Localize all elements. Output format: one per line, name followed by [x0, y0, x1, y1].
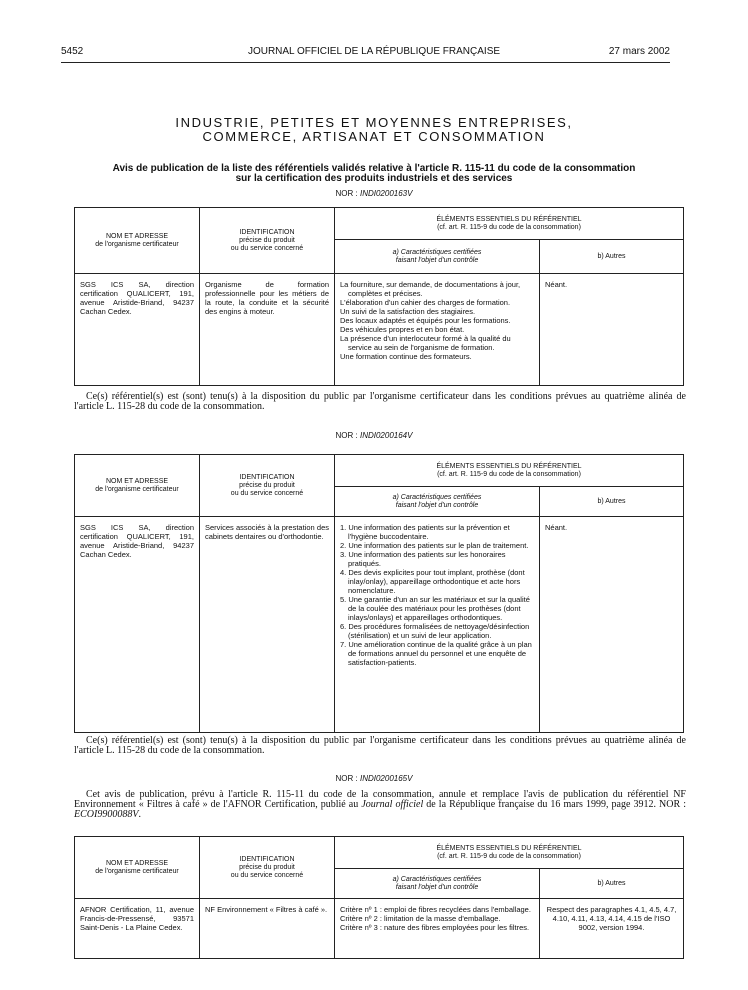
identification-cell: Organisme de formation professionnelle pour les métiers de la route, la conduite et la sécurité des engins à moteur. — [200, 274, 335, 386]
section-title-line-1: INDUSTRIE, PETITES ET MOYENNES ENTREPRISES, — [175, 115, 573, 130]
organisme-cell: SGS ICS SA, direction certification QUALICERT, 191, avenue Aristide-Briand, 94237 Cachan Cedex. — [75, 274, 200, 386]
caracteristiques-cell — [335, 517, 540, 733]
header-text: ou du service concerné — [230, 244, 304, 252]
table-row — [75, 899, 684, 959]
autres-cell: Néant. — [540, 274, 684, 386]
header-text: IDENTIFICATION — [239, 228, 295, 236]
note-text: Ce(s) référentiel(s) est (sont) tenu(s) à la disposition du public par l'organisme certificateur dans les conditions prévues au quatrième alinéa de l'article L. 115-28 du code de la consommation. — [74, 391, 686, 412]
col-header-autres: b) Autres — [540, 869, 684, 899]
header-text: faisant l'objet d'un contrôle — [395, 256, 479, 264]
header-text: faisant l'objet d'un contrôle — [395, 501, 479, 509]
header-text: IDENTIFICATION — [239, 855, 295, 863]
header-text: de l'organisme certificateur — [95, 485, 179, 493]
col-header-elements — [335, 837, 684, 869]
identification-cell: NF Environnement « Filtres à café ». — [200, 899, 335, 959]
col-header-elements — [335, 455, 684, 487]
list-item: Critère nº 1 : emploi de fibres recyclées dans l'emballage. — [340, 905, 531, 914]
availability-note — [74, 736, 686, 756]
journal-reference: Journal officiel — [361, 799, 424, 810]
intro-text: . — [138, 809, 141, 820]
col-header-identification — [200, 837, 335, 899]
col-header-caracteristiques — [335, 240, 540, 274]
nor-code: INDI0200163V — [359, 189, 413, 198]
organisme-cell: SGS ICS SA, direction certification QUALICERT, 191, avenue Aristide-Briand, 94237 Cachan Cedex. — [75, 517, 200, 733]
avis-title-line-2: sur la certification des produits industriels et des services — [235, 173, 513, 184]
header-rule — [61, 62, 670, 63]
list-item: 4. Des devis explicites pour tout implant, prothèse (dont inlay/onlay), appareillage orthodontique et acte hors nomenclature. — [340, 568, 525, 595]
nor-line — [0, 774, 748, 783]
nor-label: NOR : — [335, 774, 358, 783]
list-item: La présence d'un interlocuteur formé à la qualité du service au sein de l'organisme de formation. — [340, 334, 511, 352]
nor-label: NOR : — [335, 431, 358, 440]
identification-cell: Services associés à la prestation des cabinets dentaires ou d'orthodontie. — [200, 517, 335, 733]
referentiel-table — [74, 836, 684, 959]
header-text: a) Caractéristiques certifiées — [392, 248, 482, 256]
col-header-caracteristiques — [335, 869, 540, 899]
referentiel-table — [74, 454, 684, 733]
table-row — [75, 274, 684, 386]
list-item: L'élaboration d'un cahier des charges de formation. — [340, 298, 511, 307]
col-header-nom — [75, 455, 200, 517]
col-header-caracteristiques — [335, 487, 540, 517]
autres-cell: Respect des paragraphes 4.1, 4.5, 4.7, 4.10, 4.11, 4.13, 4.14, 4.15 de l'ISO 9002, version 1994. — [540, 899, 684, 959]
section-title — [0, 116, 748, 144]
col-header-autres: b) Autres — [540, 487, 684, 517]
col-header-nom — [75, 208, 200, 274]
header-text: (cf. art. R. 115-9 du code de la consommation) — [437, 470, 581, 478]
nor-line — [0, 431, 748, 440]
col-header-nom — [75, 837, 200, 899]
avis-title — [40, 164, 708, 184]
autres-cell: Néant. — [540, 517, 684, 733]
header-text: a) Caractéristiques certifiées — [392, 493, 482, 501]
header-text: NOM ET ADRESSE — [105, 477, 169, 485]
caracteristiques-cell — [335, 274, 540, 386]
col-header-identification — [200, 455, 335, 517]
list-item: 5. Une garantie d'un an sur les matériaux et sur la qualité de la coulée des matériaux pour les prothèses (dont inlays/onlays) et appareillages orthodontiques. — [340, 595, 530, 622]
nor-code: INDI0200164V — [359, 431, 413, 440]
table-row — [75, 517, 684, 733]
nor-reference: ECOI9900088V — [74, 809, 139, 820]
intro-text: de la République française du 16 mars 1999, page 3912. NOR : — [423, 799, 686, 810]
avis-title-line-1: Avis de publication de la liste des référentiels validés relative à l'article R. 115-11 du code de la consommation — [112, 163, 636, 174]
list-item: 3. Une information des patients sur les honoraires pratiqués. — [340, 550, 506, 568]
header-text: (cf. art. R. 115-9 du code de la consommation) — [437, 852, 581, 860]
organisme-cell: AFNOR Certification, 11, avenue Francis-de-Pressensé, 93571 Saint-Denis - La Plaine Cedex. — [75, 899, 200, 959]
availability-note — [74, 392, 686, 412]
nor-label: NOR : — [335, 189, 358, 198]
header-text: précise du produit — [239, 236, 295, 244]
header-text: précise du produit — [239, 863, 295, 871]
list-item: Critère nº 3 : nature des fibres employées pour les filtres. — [340, 923, 530, 932]
header-text: IDENTIFICATION — [239, 473, 295, 481]
caracteristiques-cell — [335, 899, 540, 959]
header-text: NOM ET ADRESSE — [105, 232, 169, 240]
list-item: Un suivi de la satisfaction des stagiaires. — [340, 307, 476, 316]
list-item: 1. Une information des patients sur la prévention et l'hygiène buccodentaire. — [340, 523, 510, 541]
referentiel-table — [74, 207, 684, 386]
header-text: faisant l'objet d'un contrôle — [395, 883, 479, 891]
header-text: de l'organisme certificateur — [95, 867, 179, 875]
header-text: a) Caractéristiques certifiées — [392, 875, 482, 883]
page-number: 5452 — [61, 46, 84, 57]
list-item: 7. Une amélioration continue de la qualité grâce à un plan de formations annuel du personnel et une enquête de satisfaction-patients. — [340, 640, 532, 667]
replacement-notice — [74, 790, 686, 820]
list-item: 2. Une information des patients sur le plan de traitement. — [340, 541, 529, 550]
col-header-identification — [200, 208, 335, 274]
header-text: ou du service concerné — [230, 871, 304, 879]
journal-title: JOURNAL OFFICIEL DE LA RÉPUBLIQUE FRANÇAISE — [247, 46, 501, 57]
col-header-elements — [335, 208, 684, 240]
header-text: ÉLÉMENTS ESSENTIELS DU RÉFÉRENTIEL — [436, 462, 582, 470]
list-item: Des véhicules propres et en bon état. — [340, 325, 465, 334]
issue-date: 27 mars 2002 — [608, 46, 670, 57]
list-item: Une formation continue des formateurs. — [340, 352, 472, 361]
header-text: de l'organisme certificateur — [95, 240, 179, 248]
header-text: NOM ET ADRESSE — [105, 859, 169, 867]
header-text: ÉLÉMENTS ESSENTIELS DU RÉFÉRENTIEL — [436, 844, 582, 852]
section-title-line-2: COMMERCE, ARTISANAT ET CONSOMMATION — [202, 129, 546, 144]
header-text: ou du service concerné — [230, 489, 304, 497]
nor-code: INDI0200165V — [359, 774, 413, 783]
header-text: ÉLÉMENTS ESSENTIELS DU RÉFÉRENTIEL — [436, 215, 582, 223]
list-item: Critère nº 2 : limitation de la masse d'emballage. — [340, 914, 501, 923]
list-item: La fourniture, sur demande, de documentations à jour, complètes et précises. — [340, 280, 521, 298]
header-text: précise du produit — [239, 481, 295, 489]
nor-line — [0, 189, 748, 198]
intro-text: Cet avis de publication, prévu à l'article R. 115-11 du code de la consommation, annule et remplace l'avis de publication du référentiel NF Environnement « Filtres à café » de l'AFNOR Certification, publié au — [74, 789, 686, 810]
col-header-autres: b) Autres — [540, 240, 684, 274]
list-item: Des locaux adaptés et équipés pour les formations. — [340, 316, 511, 325]
note-text: Ce(s) référentiel(s) est (sont) tenu(s) à la disposition du public par l'organisme certificateur dans les conditions prévues au quatrième alinéa de l'article L. 115-28 du code de la consommation. — [74, 735, 686, 756]
header-text: (cf. art. R. 115-9 du code de la consommation) — [437, 223, 581, 231]
list-item: 6. Des procédures formalisées de nettoyage/désinfection (stérilisation) et un suivi de leur application. — [340, 622, 530, 640]
